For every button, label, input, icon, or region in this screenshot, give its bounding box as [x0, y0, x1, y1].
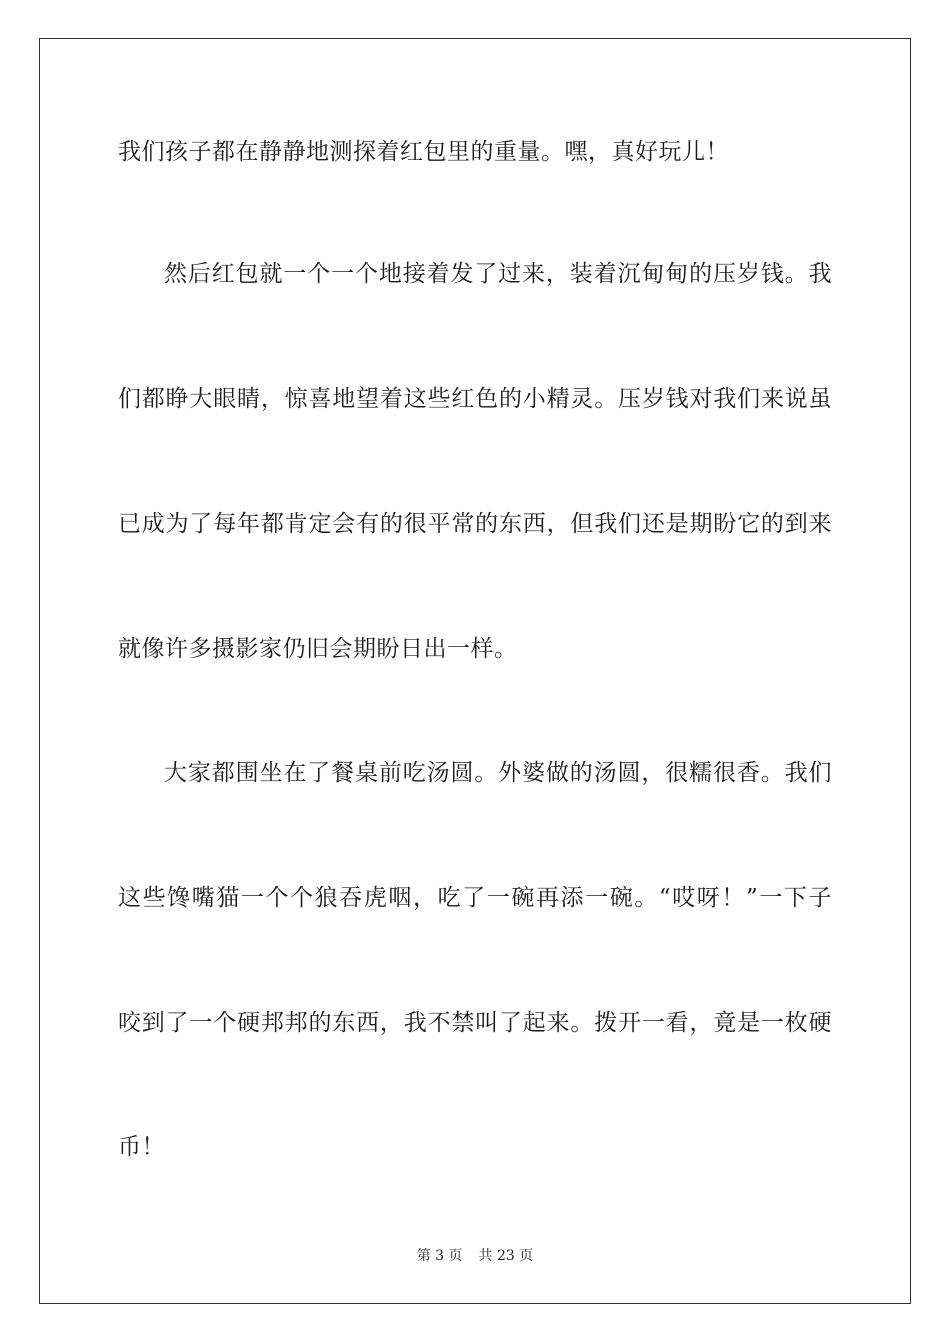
text-line: 已成为了每年都肯定会有的很平常的东西，但我们还是期盼它的到来	[118, 511, 832, 537]
page-footer	[0, 1247, 950, 1265]
page-number: 第 3 页	[416, 1248, 463, 1264]
page-border	[39, 38, 911, 1304]
text-line: 这些馋嘴猫一个个狼吞虎咽，吃了一碗再添一碗。“哎呀！”一下子	[118, 885, 832, 911]
text-line: 我们孩子都在静静地测探着红包里的重量。嘿，真好玩儿！	[118, 139, 729, 165]
text-line: 然后红包就一个一个地接着发了过来，装着沉甸甸的压岁钱。我	[164, 261, 832, 287]
text-line: 大家都围坐在了餐桌前吃汤圆。外婆做的汤圆，很糯很香。我们	[164, 760, 832, 786]
text-line: 们都睁大眼睛，惊喜地望着这些红色的小精灵。压岁钱对我们来说虽	[118, 386, 832, 412]
text-line: 币！	[118, 1134, 165, 1160]
text-line: 就像许多摄影家仍旧会期盼日出一样。	[118, 636, 518, 662]
page-total: 共 23 页	[478, 1248, 534, 1264]
text-line: 咬到了一个硬邦邦的东西，我不禁叫了起来。拨开一看，竟是一枚硬	[118, 1010, 832, 1036]
